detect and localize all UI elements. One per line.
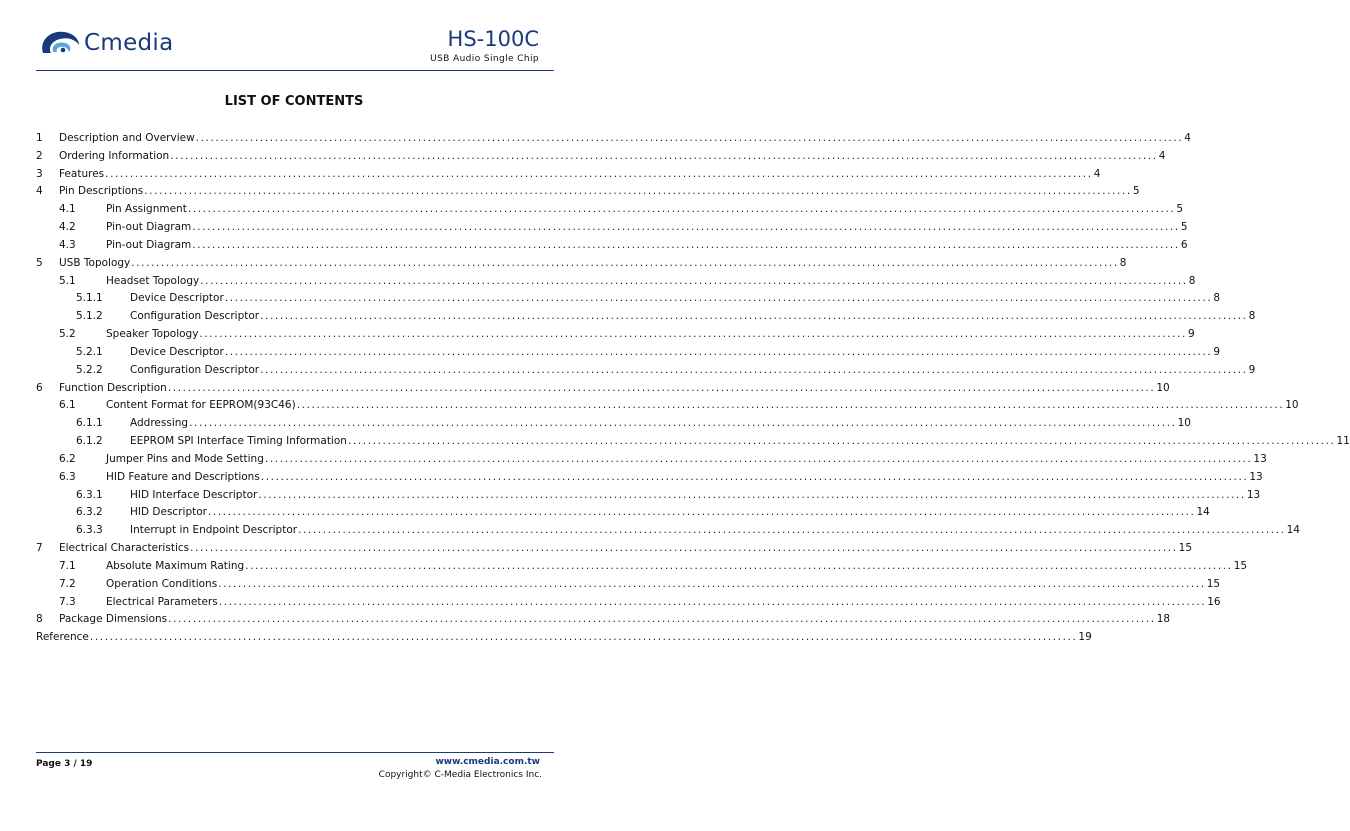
toc-entry-line [59,166,1101,184]
toc-entry-number: 6.1 [59,399,76,412]
toc-entry-page: 4 [1183,130,1191,148]
toc-entry-label[interactable]: Electrical Characteristics [59,540,190,558]
toc-entry-page: 16 [1206,594,1220,612]
toc-entry-page: 5 [1132,183,1140,201]
toc-entry-number: 6.3 [59,470,76,483]
toc-entry-page: 14 [1196,504,1210,522]
toc-leader-dots: ........................................................................................................................................................................................................ [260,310,1248,323]
toc-entry-label[interactable]: USB Topology [59,255,131,273]
toc-entry-label[interactable]: Device Descriptor [130,290,225,308]
toc-entry-number: 2 [36,149,43,162]
toc-entry-line [106,237,1188,255]
toc-entry-page: 5 [1180,219,1188,237]
toc-entry-line [59,380,1170,398]
toc-entry-line [130,522,1300,540]
document-code: HS-100C [447,27,539,51]
toc-leader-dots: ........................................................................................................................................................................................................ [192,238,1180,251]
toc-entry-line [130,308,1256,326]
toc-entry-label[interactable]: Addressing [130,415,189,433]
toc-entry-page: 8 [1119,255,1127,273]
toc-entry-page: 5 [1175,201,1183,219]
toc-entry-label[interactable]: HID Interface Descriptor [130,487,258,505]
toc-entry[interactable] [36,611,1171,629]
toc-entry[interactable] [36,219,1188,237]
toc-entry-number: 5.1.2 [76,310,103,323]
toc-entry-line [130,433,1350,451]
toc-entry-number: 5.1.1 [76,292,103,305]
toc-leader-dots: ........................................................................................................................................................................................................ [200,274,1188,287]
cmedia-logo [37,26,174,60]
toc-entry-line [106,451,1267,469]
toc-entry[interactable] [36,487,1261,505]
toc-entry[interactable] [36,433,1350,451]
toc-entry-label[interactable]: Ordering Information [59,148,170,166]
toc-entry[interactable] [36,201,1184,219]
cmedia-wave-logo-icon [37,28,81,58]
toc-entry-page: 8 [1212,290,1220,308]
toc-entry-number: 4.3 [59,238,76,251]
toc-entry-page: 19 [1077,629,1091,647]
toc-entry-label[interactable]: Features [59,166,105,184]
toc-entry[interactable] [36,594,1221,612]
toc-entry-label[interactable]: Pin-out Diagram [106,219,192,237]
toc-leader-dots: ........................................................................................................................................................................................................ [131,256,1119,269]
toc-entry-page: 10 [1177,415,1191,433]
toc-entry-line [59,255,1127,273]
website-link[interactable]: www.cmedia.com.tw [435,757,540,767]
toc-title: LIST OF CONTENTS [224,94,364,109]
toc-entry[interactable] [36,522,1300,540]
toc-entry-label[interactable]: Configuration Descriptor [130,308,260,326]
toc-leader-dots: ........................................................................................................................................................................................................ [189,417,1177,430]
toc-entry-number: 6.3.2 [76,506,103,519]
toc-entry-page: 10 [1284,397,1298,415]
toc-leader-dots: ........................................................................................................................................................................................................ [187,203,1176,216]
footer-divider [36,752,554,753]
toc-leader-dots: ........................................................................................................................................................................................................ [245,559,1233,572]
toc-entry-number: 7.2 [59,577,76,590]
toc-entry-label[interactable]: Configuration Descriptor [130,362,260,380]
toc-entry-page: 8 [1188,273,1196,291]
toc-entry-number: 5.1 [59,274,76,287]
toc-entry-page: 4 [1158,148,1166,166]
toc-entry-label[interactable]: Package Dimensions [59,611,168,629]
toc-entry[interactable] [36,629,1092,647]
toc-leader-dots: ........................................................................................................................................................................................................ [224,345,1213,358]
toc-entry-line [130,504,1210,522]
toc-leader-dots: ........................................................................................................................................................................................................ [260,470,1249,483]
toc-leader-dots: ........................................................................................................................................................................................................ [347,435,1336,448]
toc-entry-line [106,273,1196,291]
toc-entry-label[interactable]: Jumper Pins and Mode Setting [106,451,265,469]
toc-entry-label[interactable]: Content Format for EEPROM(93C46) [106,397,297,415]
toc-leader-dots: ........................................................................................................................................................................................................ [192,221,1180,234]
toc-entry-page: 15 [1233,558,1247,576]
toc-leader-dots: ........................................................................................................................................................................................................ [167,381,1156,394]
toc-entry-line [106,594,1221,612]
toc-entry-page: 10 [1155,380,1169,398]
toc-entry-page: 13 [1252,451,1266,469]
toc-entry-label[interactable]: Pin Assignment [106,201,188,219]
toc-entry-number: 4.2 [59,221,76,234]
toc-entry[interactable] [36,451,1267,469]
toc-entry[interactable] [36,362,1256,380]
toc-entry[interactable] [36,237,1188,255]
toc-entry-line [106,201,1184,219]
toc-entry[interactable] [36,290,1221,308]
header-divider [36,70,554,71]
toc-entry-number: 5.2.2 [76,363,103,376]
toc-entry-label[interactable]: Operation Conditions [106,576,218,594]
toc-leader-dots: ........................................................................................................................................................................................................ [260,363,1248,376]
toc-entry-number: 6.2 [59,452,76,465]
toc-entry-line [106,219,1188,237]
toc-entry-line [106,469,1263,487]
toc-entry-page: 8 [1248,308,1256,326]
toc-entry[interactable] [36,255,1127,273]
toc-entry-number: 5.2.1 [76,345,103,358]
toc-entry[interactable] [36,130,1191,148]
toc-leader-dots: ........................................................................................................................................................................................................ [168,613,1156,626]
toc-entry[interactable] [36,183,1140,201]
toc-entry-line [130,362,1256,380]
toc-entry[interactable] [36,166,1101,184]
toc-entry-label[interactable]: Speaker Topology [106,326,199,344]
toc-entry-page: 9 [1212,344,1220,362]
copyright-text: Copyright© C-Media Electronics Inc. [378,770,542,780]
toc-entry-number: 6.1.1 [76,417,103,430]
toc-leader-dots: ........................................................................................................................................................................................................ [144,185,1132,198]
toc-entry-number: 5.2 [59,328,76,341]
toc-entry-line [106,397,1299,415]
toc-entry[interactable] [36,273,1196,291]
toc-entry-label[interactable]: HID Descriptor [130,504,208,522]
toc-entry-line [59,148,1166,166]
toc-entry-label[interactable]: Headset Topology [106,273,200,291]
toc-entry-number: 7 [36,542,43,555]
toc-entry-label[interactable]: Pin-out Diagram [106,237,192,255]
toc-entry-page: 9 [1187,326,1195,344]
toc-entry-number: 4 [36,185,43,198]
toc-entry-line [130,290,1221,308]
toc-entry-line [106,576,1221,594]
toc-entry[interactable] [36,308,1256,326]
toc-leader-dots: ........................................................................................................................................................................................................ [89,631,1078,644]
toc-entry-label[interactable]: Electrical Parameters [106,594,219,612]
toc-entry-line [106,326,1195,344]
toc-entry[interactable] [36,380,1170,398]
toc-entry[interactable] [36,415,1191,433]
toc-leader-dots: ........................................................................................................................................................................................................ [296,399,1285,412]
toc-entry-label[interactable]: EEPROM SPI Interface Timing Information [130,433,348,451]
toc-leader-dots: ........................................................................................................................................................................................................ [258,488,1246,501]
toc-entry-page: 13 [1246,487,1260,505]
toc-leader-dots: ........................................................................................................................................................................................................ [105,167,1093,180]
toc-entry-page: 15 [1206,576,1220,594]
toc-entry-page: 15 [1178,540,1192,558]
toc-entry-label[interactable]: HID Feature and Descriptions [106,469,261,487]
toc-entry-line [36,629,1092,647]
toc-entry-label[interactable]: Absolute Maximum Rating [106,558,245,576]
toc-leader-dots: ........................................................................................................................................................................................................ [218,577,1206,590]
toc-leader-dots: ........................................................................................................................................................................................................ [224,292,1213,305]
toc-entry-line [130,344,1221,362]
toc-entry-page: 11 [1335,433,1349,451]
toc-entry-page: 9 [1248,362,1256,380]
toc-entry[interactable] [36,148,1166,166]
toc-entry-page: 13 [1248,469,1262,487]
page-number: Page 3 / 19 [36,759,93,769]
toc-entry-label[interactable]: Interrupt in Endpoint Descriptor [130,522,298,540]
toc-leader-dots: ........................................................................................................................................................................................................ [199,328,1187,341]
toc-entry[interactable] [36,326,1195,344]
toc-entry-number: 7.1 [59,559,76,572]
toc-entry-number: 6 [36,381,43,394]
toc-entry-number: 6.3.3 [76,524,103,537]
toc-entry-number: 8 [36,613,43,626]
toc-entry[interactable] [36,576,1221,594]
toc-entry[interactable] [36,469,1263,487]
toc-entry-number: 5 [36,256,43,269]
toc-entry-number: 6.1.2 [76,435,103,448]
toc-leader-dots: ........................................................................................................................................................................................................ [298,524,1286,537]
toc-entry-line [130,415,1191,433]
toc-entry-label[interactable]: Pin Descriptions [59,183,144,201]
toc-leader-dots: ........................................................................................................................................................................................................ [218,595,1207,608]
toc-entry-number: 1 [36,132,43,144]
document-subtitle: USB Audio Single Chip [430,54,539,64]
toc-entry[interactable] [36,344,1221,362]
table-of-contents [36,130,1350,647]
toc-entry-number: 4.1 [59,203,76,216]
toc-entry[interactable] [36,558,1248,576]
toc-entry-page: 18 [1156,611,1170,629]
toc-entry[interactable] [36,504,1210,522]
toc-entry-label[interactable]: Reference [36,629,90,647]
toc-entry-number: 7.3 [59,595,76,608]
toc-leader-dots: ........................................................................................................................................................................................................ [190,542,1178,555]
toc-leader-dots: ........................................................................................................................................................................................................ [170,149,1158,162]
toc-leader-dots: ........................................................................................................................................................................................................ [195,132,1184,144]
toc-entry-line [59,130,1191,148]
toc-leader-dots: ........................................................................................................................................................................................................ [207,506,1196,519]
toc-leader-dots: ........................................................................................................................................................................................................ [264,452,1253,465]
toc-entry-label[interactable]: Description and Overview [59,130,196,148]
toc-entry-label[interactable]: Function Description [59,380,168,398]
toc-entry-line [130,487,1261,505]
toc-entry-line [106,558,1248,576]
toc-entry-page: 4 [1093,166,1101,184]
toc-entry[interactable] [36,397,1299,415]
toc-entry-number: 3 [36,167,43,180]
toc-entry[interactable] [36,540,1193,558]
toc-entry-page: 14 [1286,522,1300,540]
toc-entry-line [59,540,1193,558]
toc-entry-line [59,611,1171,629]
toc-entry-page: 6 [1180,237,1188,255]
logo-text: Cmedia [84,30,174,56]
toc-entry-label[interactable]: Device Descriptor [130,344,225,362]
toc-entry-number: 6.3.1 [76,488,103,501]
toc-entry-line [59,183,1140,201]
